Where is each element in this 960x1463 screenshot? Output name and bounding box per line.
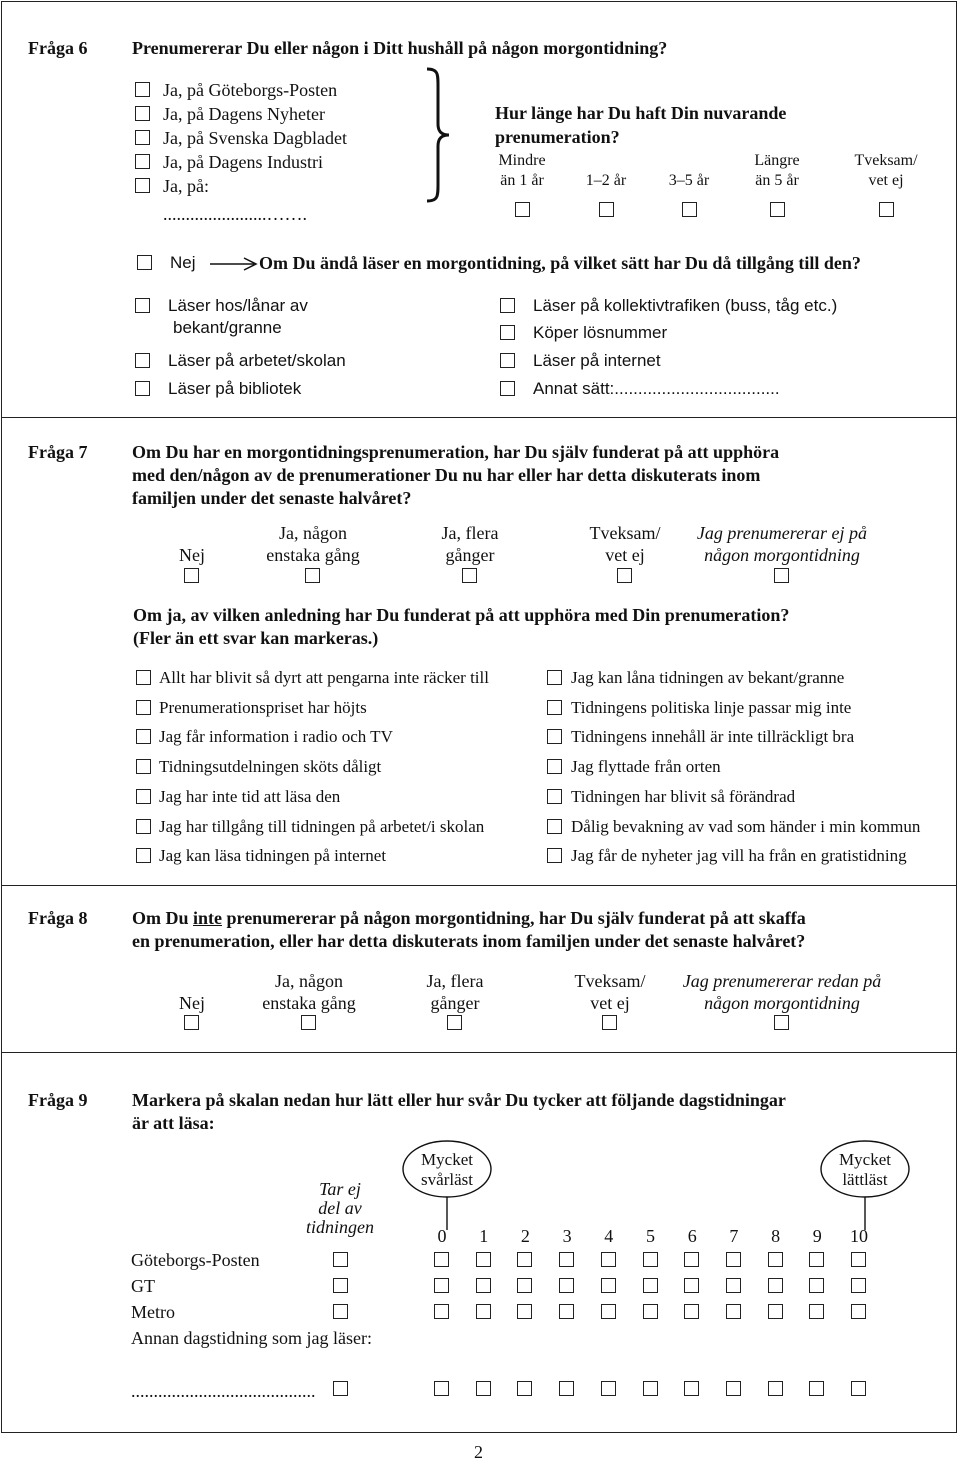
rating-checkbox[interactable] [726,1252,741,1267]
rating-checkbox[interactable] [559,1252,574,1267]
q6-label: Fråga 6 [28,38,88,58]
page-number: 2 [474,1442,483,1462]
rating-checkbox[interactable] [726,1304,741,1319]
reason-checkbox[interactable] [547,670,562,685]
access-label: Läser på arbetet/skolan [168,351,346,370]
scale-label-line2: Nej [179,545,205,565]
scale-label-line2: Nej [179,993,205,1013]
access-label: Läser på bibliotek [168,379,302,398]
rating-checkbox[interactable] [517,1252,532,1267]
scale-number: 9 [812,1226,822,1246]
duration-checkbox[interactable] [879,202,894,217]
rating-checkbox[interactable] [809,1381,824,1396]
reason-checkbox[interactable] [547,819,562,834]
rating-checkbox[interactable] [643,1252,658,1267]
rating-checkbox[interactable] [768,1304,783,1319]
reason-label: Jag får de nyheter jag vill ha från en gratistidning [571,846,907,866]
q7-followup-line-2: (Fler än ett svar kan markeras.) [133,628,379,648]
scale-checkbox[interactable] [301,1015,316,1030]
reason-label: Jag kan låna tidningen av bekant/granne [571,668,845,687]
reason-checkbox[interactable] [136,789,151,804]
reason-checkbox[interactable] [547,759,562,774]
rating-checkbox[interactable] [434,1252,449,1267]
scale-checkbox[interactable] [774,568,789,583]
rating-checkbox[interactable] [726,1381,741,1396]
rating-checkbox[interactable] [476,1278,491,1293]
access-checkbox[interactable] [500,381,515,396]
rating-checkbox[interactable] [476,1304,491,1319]
access-checkbox[interactable] [500,298,515,313]
scale-label-line2: någon morgontidning [704,993,860,1013]
access-checkbox[interactable] [135,298,150,313]
reason-label: Jag har inte tid att läsa den [159,786,341,806]
q6-other-dots: .......................……. [163,204,307,224]
scale-number: 3 [562,1226,572,1246]
scale-checkbox[interactable] [184,1015,199,1030]
no-part-checkbox[interactable] [333,1278,348,1293]
access-label: Annat sätt:................................... [533,379,780,398]
scale-label-line1: Ja, flera [441,523,499,543]
reason-checkbox[interactable] [136,729,151,744]
q6-option-checkbox[interactable] [135,82,150,97]
q9-no-part-label: Tar ej del av tidningen [306,1179,374,1237]
scale-label-line2: vet ej [605,545,645,565]
access-checkbox[interactable] [135,353,150,368]
rating-checkbox[interactable] [726,1278,741,1293]
rating-checkbox[interactable] [809,1278,824,1293]
paper-name: GT [131,1276,155,1296]
scale-label-line1: Jag prenumererar redan på [682,971,882,991]
reason-label: Jag kan läsa tidningen på internet [159,846,387,866]
scale-label-line1: Ja, någon [279,523,347,543]
q6-option-checkbox[interactable] [135,106,150,121]
q8-emphasis: inte [193,908,223,928]
q6-option-label: Ja, på: [163,176,209,196]
scale-label-line2: enstaka gång [266,545,360,565]
arrow-right-icon [210,256,258,272]
scale-label-line2: enstaka gång [262,993,356,1013]
reason-label: Jag flyttade från orten [571,757,721,777]
scale-label-line1: Ja, flera [426,971,484,991]
q8-label: Fråga 8 [28,908,88,928]
reason-label: Tidningsutdelningen sköts dåligt [159,757,382,777]
rating-checkbox[interactable] [643,1381,658,1396]
access-checkbox[interactable] [500,325,515,340]
rating-checkbox[interactable] [684,1278,699,1293]
scale-label-line1: Tveksam/ [574,971,646,991]
q9-question-line-2: är att läsa: [132,1113,215,1133]
access-checkbox[interactable] [500,353,515,368]
rating-checkbox[interactable] [601,1278,616,1293]
duration-label-line2: vet ej [868,172,904,189]
q6-question: Prenumererar Du eller någon i Ditt hushåll på någon morgontidning? [132,38,668,58]
scale-checkbox[interactable] [617,568,632,583]
duration-label-line2: 3–5 år [668,172,710,189]
scale-number: 5 [646,1226,655,1246]
rating-checkbox[interactable] [643,1304,658,1319]
rating-checkbox[interactable] [476,1381,491,1396]
rating-checkbox[interactable] [851,1304,866,1319]
reason-checkbox[interactable] [547,789,562,804]
duration-checkbox[interactable] [682,202,697,217]
rating-checkbox[interactable] [517,1304,532,1319]
rating-checkbox[interactable] [768,1252,783,1267]
duration-label-line2: än 1 år [500,172,544,189]
reason-checkbox[interactable] [547,729,562,744]
rating-checkbox[interactable] [559,1304,574,1319]
scale-number: 4 [604,1226,614,1246]
rating-checkbox[interactable] [643,1278,658,1293]
q6-nej-checkbox[interactable] [137,255,152,270]
reason-label: Allt har blivit så dyrt att pengarna inte räcker till [159,668,489,687]
section-divider [1,1052,957,1053]
scale-checkbox[interactable] [602,1015,617,1030]
q7-question-line-3: familjen under det senaste halvåret? [132,488,412,508]
scale-number: 0 [437,1226,447,1246]
q9-question-line-1: Markera på skalan nedan hur lätt eller hur svår Du tycker att följande dagstidningar [132,1090,786,1110]
no-part-checkbox[interactable] [333,1252,348,1267]
rating-checkbox[interactable] [601,1252,616,1267]
q8-question-line-1: Om Du inte prenumererar på någon morgontidning, har Du själv funderat på att skaffa [132,908,806,928]
duration-checkbox[interactable] [599,202,614,217]
scale-checkbox[interactable] [305,568,320,583]
rating-checkbox[interactable] [434,1278,449,1293]
scale-checkbox[interactable] [447,1015,462,1030]
rating-checkbox[interactable] [601,1304,616,1319]
scale-label-line1: Ja, någon [275,971,343,991]
other-paper-label: Annan dagstidning som jag läser: [131,1328,372,1348]
scale-number: 6 [687,1226,697,1246]
rating-checkbox[interactable] [684,1252,699,1267]
other-paper-dots: ......................................... [131,1381,316,1401]
reason-label: Jag får information i radio och TV [159,727,393,747]
q6-nej-followup: Om Du ändå läser en morgontidning, på vilket sätt har Du då tillgång till den? [259,253,861,273]
duration-label-line2: än 5 år [755,172,799,189]
reason-checkbox[interactable] [547,848,562,863]
q6-duration-question-2: prenumeration? [495,127,620,147]
scale-label-line1: Tveksam/ [589,523,661,543]
reason-checkbox[interactable] [136,759,151,774]
rating-checkbox[interactable] [851,1278,866,1293]
scale-label-line1: Jag prenumererar ej på [696,523,868,543]
rating-checkbox[interactable] [851,1252,866,1267]
scale-label-line2: någon morgontidning [704,545,860,565]
reason-label: Tidningens innehåll är inte tillräckligt bra [571,727,855,747]
q9-label: Fråga 9 [28,1090,88,1110]
q6-option-checkbox[interactable] [135,178,150,193]
paper-name: Metro [131,1302,175,1322]
bubble-hard-text: Mycket svårläst [421,1150,473,1190]
rating-checkbox[interactable] [768,1278,783,1293]
q7-label: Fråga 7 [28,442,88,462]
rating-checkbox[interactable] [601,1381,616,1396]
q6-option-checkbox[interactable] [135,130,150,145]
access-label: Köper lösnummer [533,323,668,342]
scale-label-line2: gånger [430,993,480,1013]
rating-checkbox[interactable] [809,1304,824,1319]
scale-label-line2: gånger [445,545,495,565]
no-part-checkbox[interactable] [333,1304,348,1319]
duration-checkbox[interactable] [770,202,785,217]
q7-followup-line-1: Om ja, av vilken anledning har Du funderat på att upphöra med Din prenumeration? [133,605,790,625]
rating-checkbox[interactable] [684,1304,699,1319]
reason-label: Prenumerationspriset har höjts [159,697,367,717]
reason-label: Jag har tillgång till tidningen på arbetet/i skolan [159,816,485,836]
reason-checkbox[interactable] [136,700,151,715]
reason-checkbox[interactable] [547,700,562,715]
rating-checkbox[interactable] [476,1252,491,1267]
bubble-easy-text: Mycket lättläst [839,1150,891,1190]
rating-checkbox[interactable] [434,1381,449,1396]
scale-checkbox[interactable] [774,1015,789,1030]
scale-number: 1 [479,1226,489,1246]
reason-label: Tidningen har blivit så förändrad [571,786,796,806]
access-label: Läser på kollektivtrafiken (buss, tåg etc.) [533,296,838,315]
no-part-checkbox[interactable] [333,1381,348,1396]
rating-checkbox[interactable] [768,1381,783,1396]
q6-option-label: Ja, på Dagens Industri [163,152,323,172]
duration-label-line1: Längre [754,152,800,169]
scale-number: 10 [850,1226,868,1246]
q7-question-line-2: med den/någon av de prenumerationer Du nu har eller har detta diskuterats inom [132,465,761,485]
scale-number: 7 [729,1226,739,1246]
rating-checkbox[interactable] [559,1278,574,1293]
q6-option-checkbox[interactable] [135,154,150,169]
reason-checkbox[interactable] [136,848,151,863]
q6-duration-question-1: Hur länge har Du haft Din nuvarande [495,103,787,123]
q6-option-label: Ja, på Dagens Nyheter [163,104,325,124]
paper-name: Göteborgs-Posten [131,1250,260,1270]
rating-checkbox[interactable] [851,1381,866,1396]
duration-label-line1: Tveksam/ [854,152,918,169]
rating-checkbox[interactable] [517,1381,532,1396]
rating-checkbox[interactable] [517,1278,532,1293]
access-label-cont: bekant/granne [173,318,282,337]
rating-checkbox[interactable] [684,1381,699,1396]
scale-label-line2: vet ej [590,993,630,1013]
reason-label: Dålig bevakning av vad som händer i min kommun [571,816,921,836]
curly-brace-icon [424,66,452,204]
scale-number: 8 [771,1226,781,1246]
rating-checkbox[interactable] [559,1381,574,1396]
scale-checkbox[interactable] [462,568,477,583]
q7-question-line-1: Om Du har en morgontidningsprenumeration, har Du själv funderat på att upphöra [132,442,780,462]
rating-checkbox[interactable] [809,1252,824,1267]
scale-checkbox[interactable] [184,568,199,583]
scale-number: 2 [520,1226,530,1246]
q6-option-label: Ja, på Göteborgs-Posten [163,80,338,100]
access-checkbox[interactable] [135,381,150,396]
duration-checkbox[interactable] [515,202,530,217]
access-label: Läser hos/lånar av [168,296,308,315]
q6-nej-label: Nej [170,253,196,272]
rating-checkbox[interactable] [434,1304,449,1319]
reason-checkbox[interactable] [136,670,151,685]
reason-checkbox[interactable] [136,819,151,834]
access-label: Läser på internet [533,351,661,370]
section-divider [1,885,957,886]
reason-label: Tidningens politiska linje passar mig inte [571,697,852,717]
q6-option-label: Ja, på Svenska Dagbladet [163,128,347,148]
duration-label-line2: 1–2 år [585,172,627,189]
q8-question-line-2: en prenumeration, eller har detta diskuterats inom familjen under det senaste halvåret? [132,931,806,951]
section-divider [1,417,957,418]
duration-label-line1: Mindre [498,152,546,169]
